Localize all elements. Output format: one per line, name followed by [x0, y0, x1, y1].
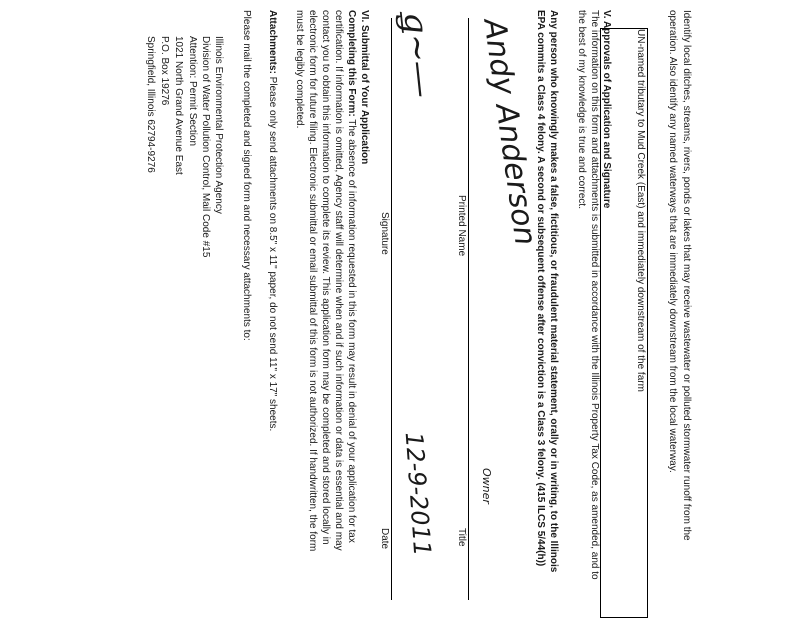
attachments-label: Attachments:	[267, 10, 278, 74]
receiving-waters-instructions-line-1: Identify local ditches, streams, rivers, ponds or lakes that may receive wastewater or polluted stormwater runoff from the	[681, 10, 692, 541]
attachments-note	[266, 10, 279, 431]
address-line-1: Illinois Environmental Protection Agency	[213, 36, 224, 214]
completing-form-line-4: electronic form for future filing. Electronic submittal or email submittal of this form is not authorized. If handwritten, the form	[307, 10, 318, 552]
address-line-6: Springfield, Illinois 62794-9276	[145, 36, 156, 173]
felony-warning-line-2: EPA commits a Class 4 felony. A second or subsequent offense after conviction is a Class 3 felony. (415 ILCS 5/44(h))	[535, 10, 546, 567]
date-value: 12-9-2011	[399, 431, 437, 558]
receiving-waters-instructions-line-2: operation. Also identify any named waterways that are immediately downstream from the local waterway.	[667, 10, 678, 473]
signature-label: Signature	[379, 212, 390, 255]
completing-form-label: Completing this Form:	[346, 10, 357, 117]
address-line-5: P.O. Box 19276	[159, 36, 170, 106]
certification-statement-line-2: the best of my knowledge is true and correct.	[576, 10, 587, 209]
printed-name-value: Andy Anderson	[476, 16, 543, 248]
completing-form-line-1	[345, 10, 358, 543]
receiving-waters-answer-text: UN-named tributary to Mud Creek (East) and immediately downstream of the farm	[635, 29, 646, 392]
completing-form-line-5: must be legibly completed.	[294, 10, 305, 129]
printed-name-title-line	[468, 18, 469, 600]
signature-date-line	[391, 18, 392, 600]
certification-statement-line-1: The information on this form and attachments is submitted in accordance with the Illinois Property Tax Code, as amended, and to	[589, 10, 600, 580]
title-label: Title	[456, 528, 467, 547]
completing-form-line-3: contact you to obtain this information to complete its review. This application form may be completed and stored locally in	[320, 10, 331, 545]
completing-form-text: The absence of information requested in this form may result in denial of your application for tax	[346, 116, 357, 543]
attachments-text: Please only send attachments on 8.5" x 11" paper, do not send 11" x 17" sheets.	[267, 73, 278, 432]
completing-form-line-2: certification. If information is omitted, Agency staff will determine when and if such information or data is essential and may	[333, 10, 344, 551]
section-v-heading: V. Approvals of Application and Signature	[601, 10, 612, 209]
section-vi-heading: VI. Submittal of Your Application	[359, 10, 370, 165]
printed-name-label: Printed Name	[456, 195, 467, 257]
address-line-3: Attention: Permit Section	[187, 36, 198, 147]
felony-warning-line-1: Any person who knowingly makes a false, fictitious, or fraudulent material statement, orally or in writing, to the Illinois	[548, 10, 559, 573]
address-line-4: 1021 North Grand Avenue East	[173, 36, 184, 175]
mail-instruction: Please mail the completed and signed form and necessary attachments to:	[241, 10, 252, 341]
date-label: Date	[379, 528, 390, 550]
address-line-2: Division of Water Pollution Control, Mail Code #15	[200, 36, 211, 258]
signature-mark: ǥ~―	[393, 10, 443, 99]
title-value: Owner	[480, 468, 493, 504]
